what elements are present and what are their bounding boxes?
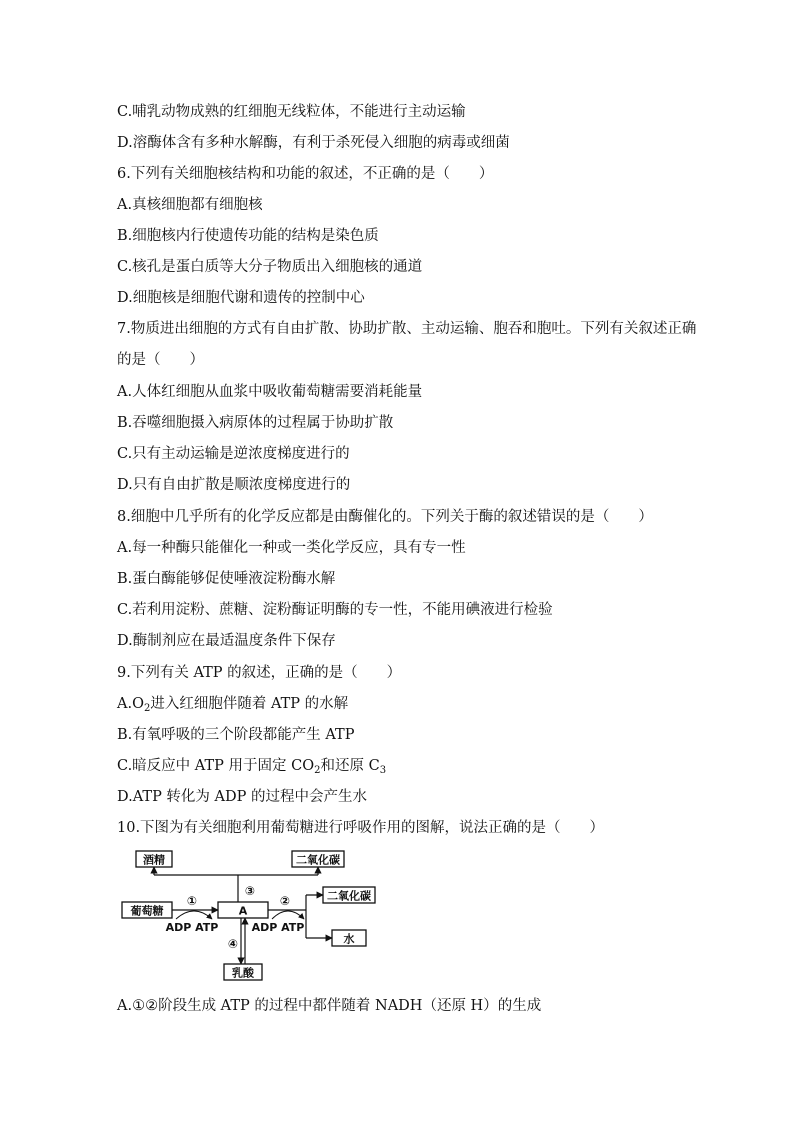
q9-option-c: C.暗反应中 ATP 用于固定 $CO_2$和还原 $C_3$ (117, 758, 387, 776)
q6-stem: 6.下列有关细胞核结构和功能的叙述，不正确的是（ ） (117, 166, 494, 182)
label-co2-top: 二氧化碳 (296, 853, 340, 867)
q9-option-d: D.ATP 转化为 ADP 的过程中会产生水 (117, 789, 368, 805)
q7-option-c: C.只有主动运输是逆浓度梯度进行的 (117, 446, 350, 462)
label-adp-atp-2: ADP ATP (251, 921, 305, 934)
q6-option-d: D.细胞核是细胞代谢和遗传的控制中心 (117, 290, 365, 306)
label-glucose: 葡萄糖 (130, 904, 164, 918)
q5-option-d: D.溶酶体含有多种水解酶，有利于杀死侵入细胞的病毒或细菌 (117, 135, 510, 151)
label-step3: ③ (244, 884, 256, 898)
q7-option-b: B.吞噬细胞摄入病原体的过程属于协助扩散 (117, 415, 394, 431)
q8-option-c: C.若利用淀粉、蔗糖、淀粉酶证明酶的专一性，不能用碘液进行检验 (117, 602, 553, 618)
q7-stem-cont: 的是（ ） (117, 352, 204, 368)
label-water: 水 (343, 932, 355, 946)
label-step4: ④ (227, 937, 239, 951)
q9-stem: 9.下列有关 ATP 的叙述，正确的是（ ） (117, 665, 402, 681)
q8-option-a: A.每一种酶只能催化一种或一类化学反应，具有专一性 (117, 540, 466, 556)
q6-option-c: C.核孔是蛋白质等大分子物质出入细胞核的通道 (117, 259, 423, 275)
q8-option-d: D.酶制剂应在最适温度条件下保存 (117, 633, 336, 649)
q8-stem: 8.细胞中几乎所有的化学反应都是由酶催化的。下列关于酶的叙述错误的是（ ） (117, 509, 653, 525)
label-step1: ① (186, 894, 198, 908)
q8-option-b: B.蛋白酶能够促使唾液淀粉酶水解 (117, 571, 336, 587)
label-a: A (238, 904, 248, 918)
q9-option-a: $A.O_2$进入红细胞伴随着 ATP 的水解 (117, 696, 349, 714)
q7-option-d: D.只有自由扩散是顺浓度梯度进行的 (117, 477, 351, 493)
q6-option-a: A.真核细胞都有细胞核 (117, 197, 263, 213)
respiration-diagram (110, 845, 410, 985)
label-step2: ② (279, 894, 291, 908)
q5-option-c: C.哺乳动物成熟的红细胞无线粒体，不能进行主动运输 (117, 104, 466, 120)
label-adp-atp-1: ADP ATP (165, 921, 219, 934)
label-jiujing: 酒精 (143, 853, 165, 867)
q10-stem: 10.下图为有关细胞利用葡萄糖进行呼吸作用的图解，说法正确的是（ ） (117, 820, 605, 836)
q7-option-a: A.人体红细胞从血浆中吸收葡萄糖需要消耗能量 (117, 384, 423, 400)
q6-option-b: B.细胞核内行使遗传功能的结构是染色质 (117, 228, 379, 244)
label-lactate: 乳酸 (232, 966, 254, 980)
q9-option-b: B.有氧呼吸的三个阶段都能产生 ATP (117, 727, 355, 743)
q10-option-a: A.①②阶段生成 ATP 的过程中都伴随着 NADH（还原 H）的生成 (117, 998, 542, 1014)
label-co2-right: 二氧化碳 (327, 889, 371, 903)
q7-stem: 7.物质进出细胞的方式有自由扩散、协助扩散、主动运输、胞吞和胞吐。下列有关叙述正确 (117, 321, 697, 337)
